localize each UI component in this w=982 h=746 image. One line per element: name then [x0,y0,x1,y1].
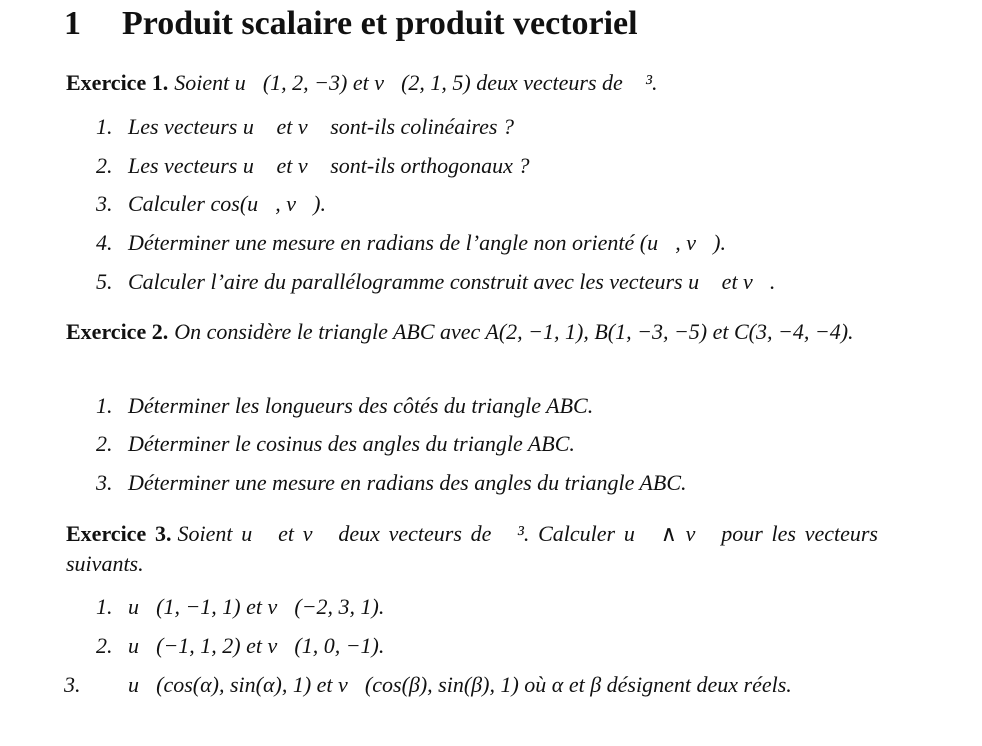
exercise-2-item-1 [96,391,878,421]
exercise-3-item-3 [64,670,878,700]
exercise-1-item-5 [96,267,878,297]
exercise-2-item-3 [96,468,878,498]
exercise-1-item-4 [96,228,878,258]
exercise-2-text: On considère le triangle ABC avec A(2, −1, 1), B(1, −3, −5) et C(3, −4, −4). [174,319,854,344]
item-text: Déterminer une mesure en radians des angles du triangle ABC. [128,470,687,495]
exercise-2-label: Exercice 2. [66,319,169,344]
exercise-3-item-2 [96,631,878,661]
item-number: 3. [96,470,113,495]
exercise-1-statement [66,68,878,98]
section-title [64,4,638,44]
exercise-3-text: Soient u⃗ et v⃗ deux vecteurs de ℝ³. Calculer u⃗ ∧ v⃗ pour les vecteurs suivants. [66,521,878,576]
item-text: Les vecteurs u⃗ et v⃗ sont-ils orthogonaux ? [128,153,530,178]
item-number: 1. [96,594,113,619]
item-number: 3. [64,672,81,697]
item-text: Déterminer une mesure en radians de l’angle non orienté (u⃗, v⃗). [128,230,726,255]
exercise-1-item-1 [96,112,878,142]
item-text: u⃗(1, −1, 1) et v⃗(−2, 3, 1). [128,594,385,619]
exercise-2-item-2 [96,429,878,459]
section-title-text: Produit scalaire et produit vectoriel [122,5,638,42]
exercise-1-item-2 [96,151,878,181]
item-number: 2. [96,431,113,456]
item-number: 1. [96,393,113,418]
exercise-3-label: Exercice 3. [66,521,172,546]
exercise-1-text: Soient u⃗(1, 2, −3) et v⃗(2, 1, 5) deux vecteurs de ℝ³. [174,70,658,95]
section-number: 1 [64,5,81,42]
item-number: 4. [96,230,113,255]
item-text: Les vecteurs u⃗ et v⃗ sont-ils colinéaires ? [128,114,514,139]
item-text: u⃗(cos(α), sin(α), 1) et v⃗(cos(β), sin(β), 1) où α et β désignent deux réels. [128,672,792,697]
item-number: 5. [96,269,113,294]
item-number: 1. [96,114,113,139]
item-text: Déterminer les longueurs des côtés du triangle ABC. [128,393,594,418]
item-number: 2. [96,153,113,178]
item-number: 3. [96,191,113,216]
exercise-1-item-3 [96,189,878,219]
exercise-3-item-1 [96,592,878,622]
item-text: Calculer cos(u⃗, v⃗). [128,191,326,216]
item-text: Déterminer le cosinus des angles du triangle ABC. [128,431,575,456]
exercise-1-label: Exercice 1. [66,70,169,95]
exercise-2-statement [66,317,878,347]
item-number: 2. [96,633,113,658]
exercise-3-statement [66,519,878,579]
item-text: Calculer l’aire du parallélogramme construit avec les vecteurs u⃗ et v⃗. [128,269,776,294]
item-text: u⃗(−1, 1, 2) et v⃗(1, 0, −1). [128,633,385,658]
